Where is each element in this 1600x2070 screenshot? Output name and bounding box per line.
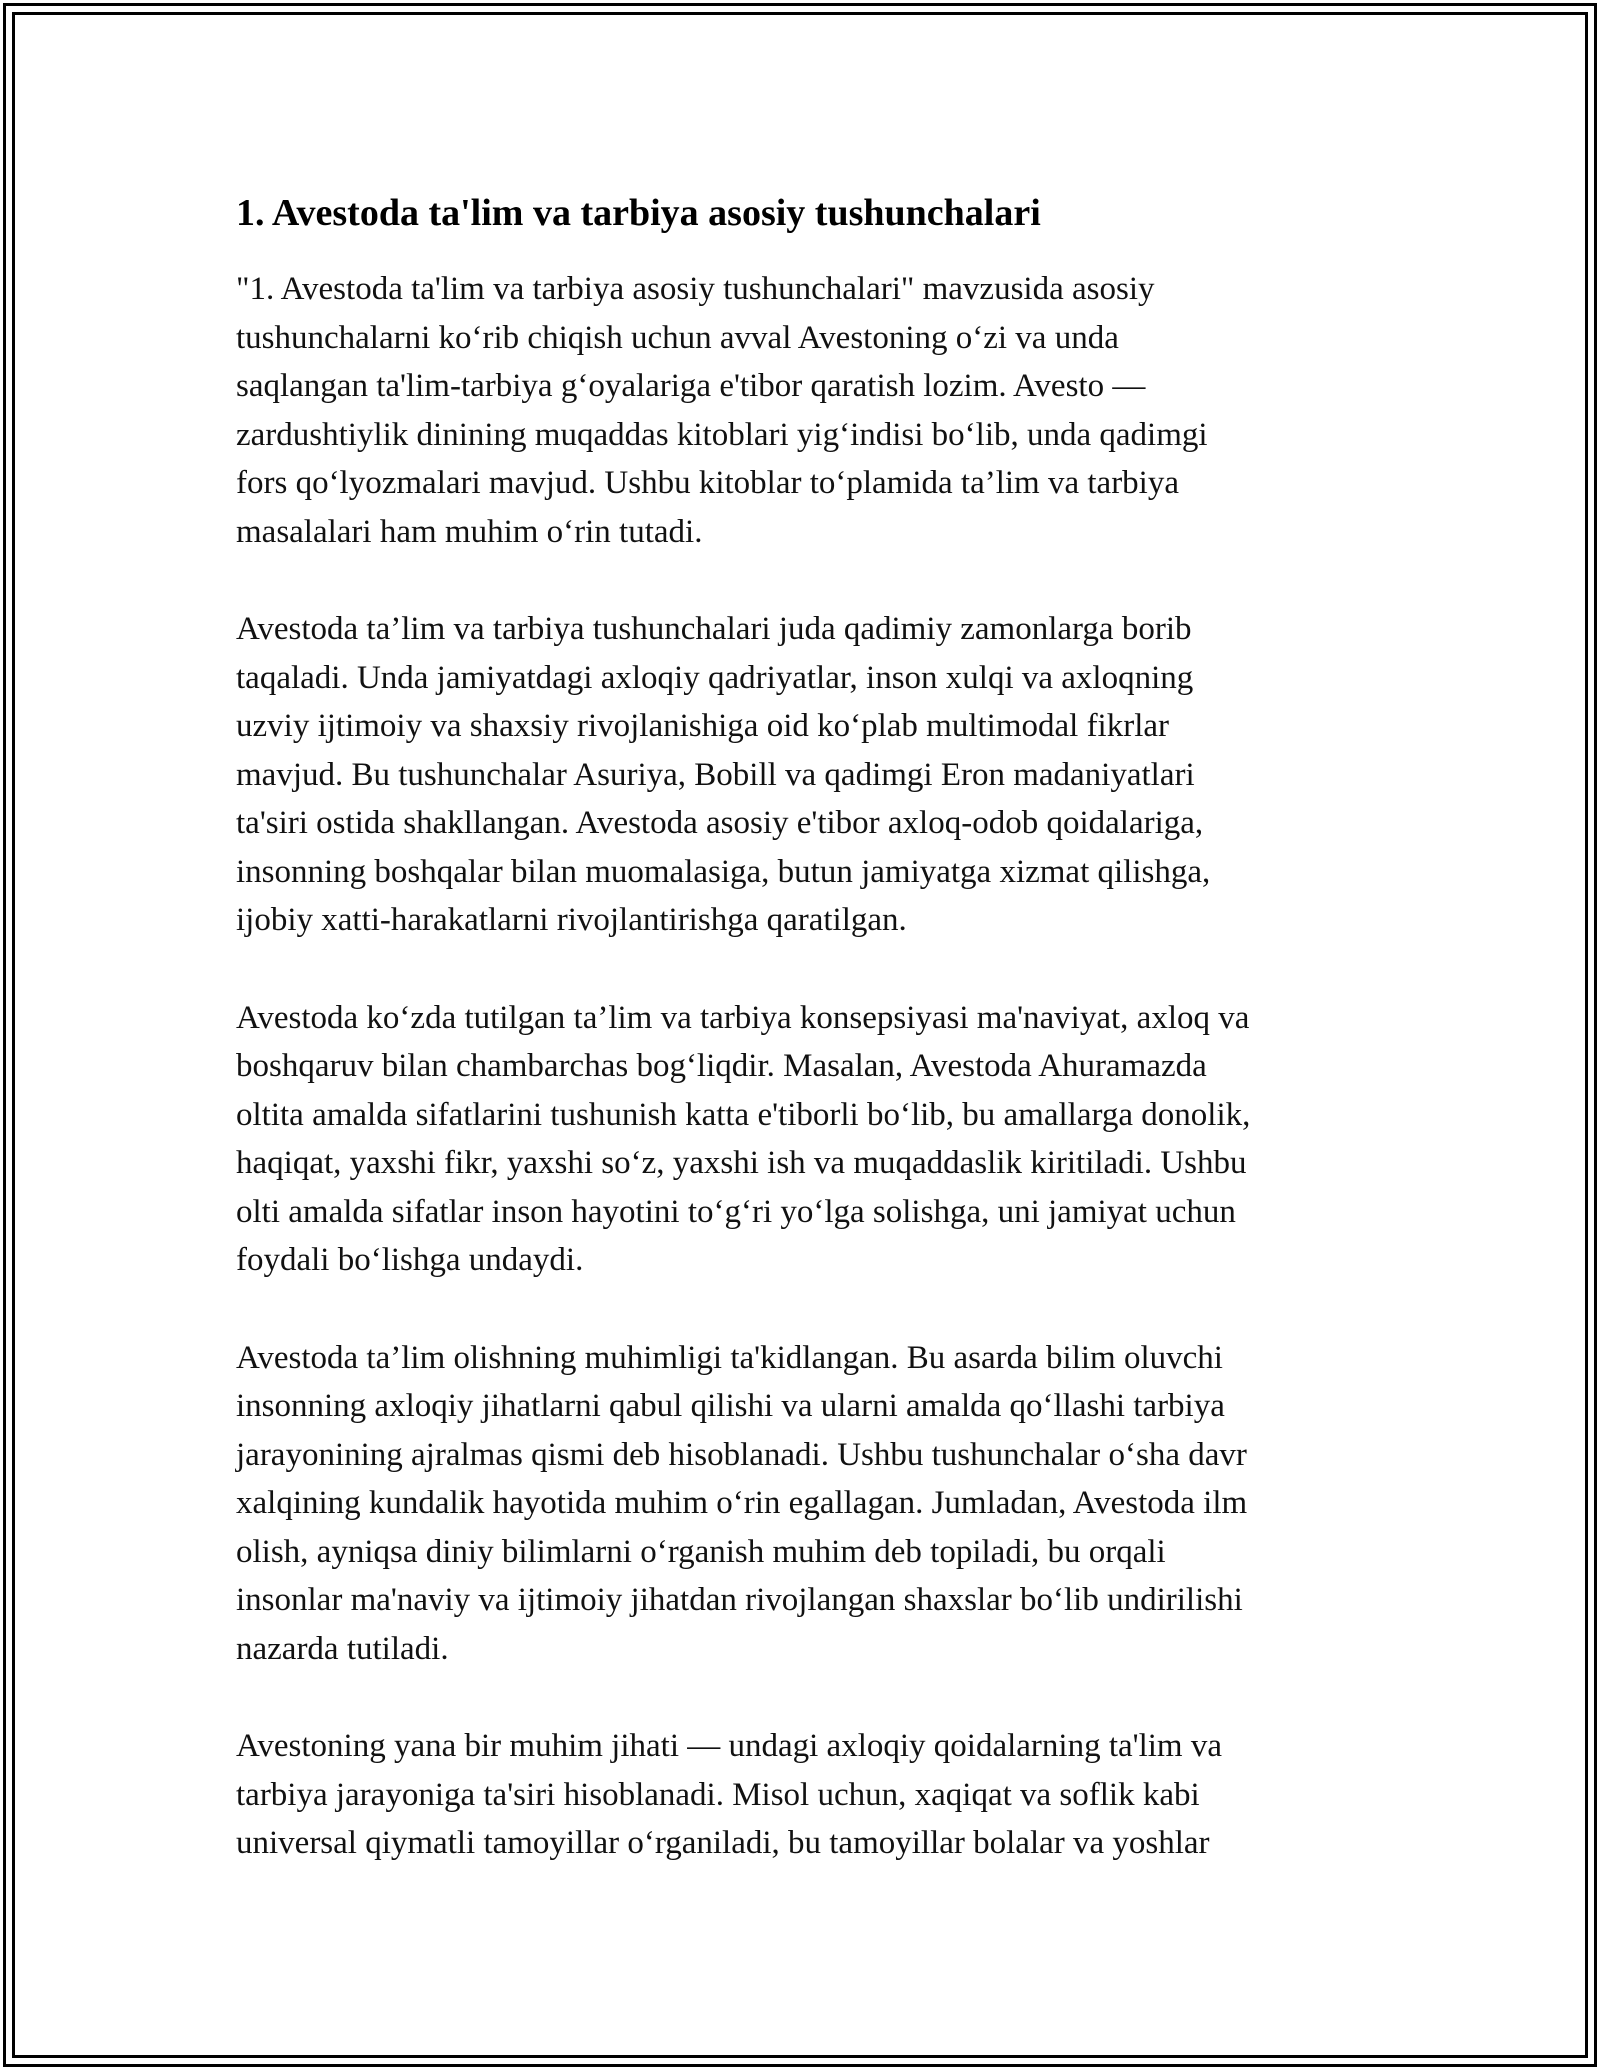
document-body [236, 185, 1396, 1917]
document-title: 1. Avestoda ta'lim va tarbiya asosiy tushunchalari [236, 192, 1041, 234]
paragraph-1: "1. Avestoda ta'lim va tarbiya asosiy tushunchalari" mavzusida asosiy tushunchalarni koʻrib chiqish uchun avval Avestoning oʻzi va unda saqlangan ta'lim-tarbiya gʻoyalariga e'tibor qaratish lozim. Avesto — zardushtiylik dinining muqaddas kitoblari yigʻindisi boʻlib, unda qadimgi fors qoʻlyozmalari mavjud. Ushbu kitoblar toʻplamida ta’lim va tarbiya masalalari ham muhim oʻrin tutadi. [236, 271, 1208, 550]
paragraph-3: Avestoda koʻzda tutilgan ta’lim va tarbiya konsepsiyasi ma'naviyat, axloq va boshqaruv bilan chambarchas bogʻliqdir. Masalan, Avestoda Ahuramazda oltita amalda sifatlarini tushunish katta e'tiborli boʻlib, bu amallarga donolik, haqiqat, yaxshi fikr, yaxshi soʻz, yaxshi ish va muqaddaslik kiritiladi. Ushbu olti amalda sifatlar inson hayotini toʻgʻri yoʻlga solishga, uni jamiyat uchun foydali boʻlishga undaydi. [236, 999, 1251, 1278]
paragraph-4: Avestoda ta’lim olishning muhimligi ta'kidlangan. Bu asarda bilim oluvchi insonning axloqiy jihatlarni qabul qilishi va ularni amalda qoʻllashi tarbiya jarayonining ajralmas qismi deb hisoblanadi. Ushbu tushunchalar oʻsha davr xalqining kundalik hayotida muhim oʻrin egallagan. Jumladan, Avestoda ilm olish, ayniqsa diniy bilimlarni oʻrganish muhim deb topiladi, bu orqali insonlar ma'naviy va ijtimoiy jihatdan rivojlangan shaxslar boʻlib undirilishi nazarda tutiladi. [236, 1339, 1248, 1667]
paragraph-5: Avestoning yana bir muhim jihati — undagi axloqiy qoidalarning ta'lim va tarbiya jarayoniga ta'siri hisoblanadi. Misol uchun, xaqiqat va soflik kabi universal qiymatli tamoyillar oʻrganiladi, bu tamoyillar bolalar va yoshlar [236, 1728, 1222, 1861]
paragraph-2: Avestoda ta’lim va tarbiya tushunchalari juda qadimiy zamonlarga borib taqaladi. Unda jamiyatdagi axloqiy qadriyatlar, inson xulqi va axloqning uzviy ijtimoiy va shaxsiy rivojlanishiga oid koʻplab multimodal fikrlar mavjud. Bu tushunchalar Asuriya, Bobill va qadimgi Eron madaniyatlari ta'siri ostida shakllangan. Avestoda asosiy e'tibor axloq-odob qoidalariga, insonning boshqalar bilan muomalasiga, butun jamiyatga xizmat qilishga, ijobiy xatti-harakatlarni rivojlantirishga qaratilgan. [236, 611, 1211, 938]
